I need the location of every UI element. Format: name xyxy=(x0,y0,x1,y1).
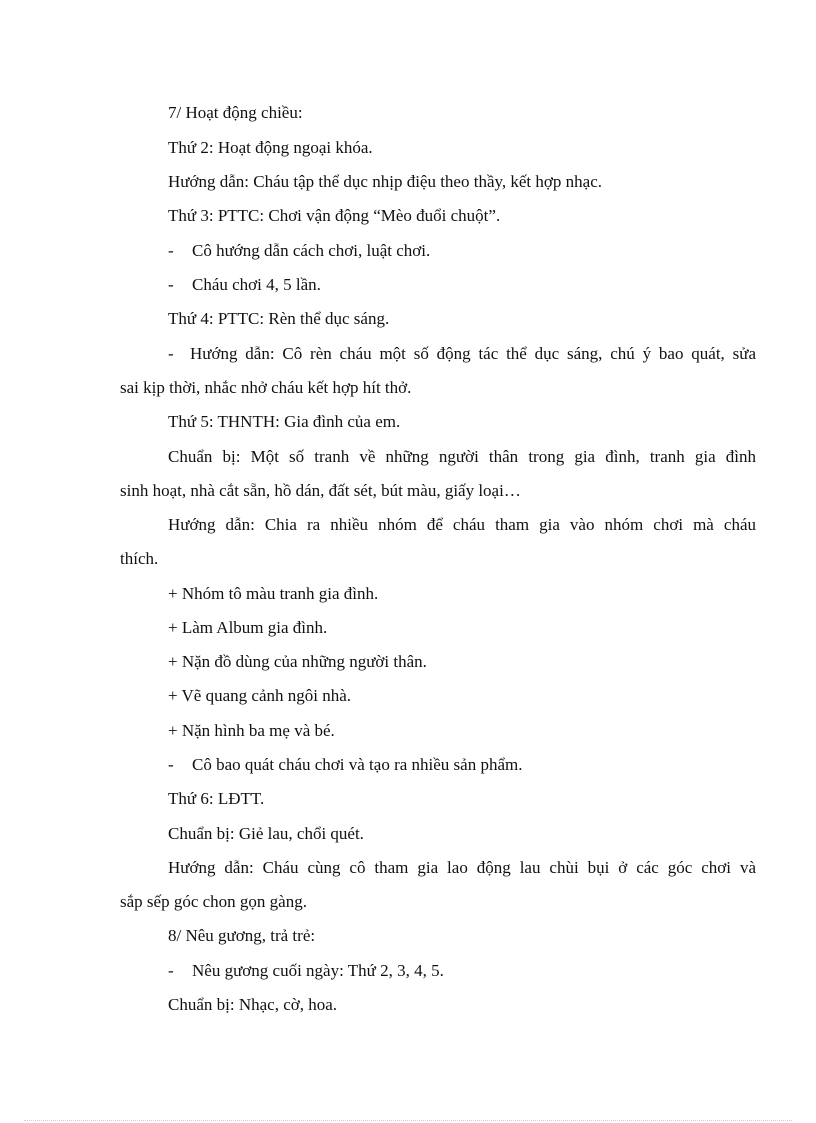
paragraph-line: sai kịp thời, nhắc nhở cháu kết hợp hít thở. xyxy=(120,378,412,397)
plus-item: + Nặn hình ba mẹ và bé. xyxy=(168,721,335,740)
paragraph-line: Hướng dẫn: Cháu tập thể dục nhịp điệu theo thầy, kết hợp nhạc. xyxy=(168,172,602,191)
bullet-text: Cô hướng dẫn cách chơi, luật chơi. xyxy=(192,241,431,260)
page-bottom-rule xyxy=(24,1120,792,1121)
plus-item: + Nặn đồ dùng của những người thân. xyxy=(168,652,427,671)
bullet-dash: - xyxy=(168,241,174,260)
paragraph-line: sinh hoạt, nhà cắt sẵn, hồ dán, đất sét, bút màu, giấy loại… xyxy=(120,481,521,500)
section-heading-praise: 8/ Nêu gương, trả trẻ: xyxy=(168,926,316,945)
bullet-dash: - xyxy=(168,961,174,980)
bullet-text: Cô bao quát cháu chơi và tạo ra nhiều sản phẩm. xyxy=(192,755,523,774)
plus-item: + Nhóm tô màu tranh gia đình. xyxy=(168,584,379,603)
paragraph-line: Hướng dẫn: Cháu cùng cô tham gia lao động lau chùi bụi ở các góc chơi và xyxy=(168,858,756,877)
paragraph-line: Chuẩn bị: Nhạc, cờ, hoa. xyxy=(168,995,338,1014)
paragraph-line: Chuẩn bị: Một số tranh về những người thân trong gia đình, tranh gia đình xyxy=(168,447,756,466)
paragraph-line: Chuẩn bị: Giẻ lau, chổi quét. xyxy=(168,824,364,843)
bullet-text: Nêu gương cuối ngày: Thứ 2, 3, 4, 5. xyxy=(192,961,444,980)
paragraph-line: Thứ 2: Hoạt động ngoại khóa. xyxy=(168,138,373,157)
paragraph-line: Thứ 4: PTTC: Rèn thể dục sáng. xyxy=(168,309,390,328)
paragraph-line: Thứ 3: PTTC: Chơi vận động “Mèo đuổi chuột”. xyxy=(168,206,501,225)
bullet-text: Cháu chơi 4, 5 lần. xyxy=(192,275,321,294)
bullet-dash: - xyxy=(168,755,174,774)
paragraph-line: sắp sếp góc chon gọn gàng. xyxy=(120,892,307,911)
paragraph-line: Thứ 6: LĐTT. xyxy=(168,789,265,808)
section-heading-afternoon: 7/ Hoạt động chiều: xyxy=(168,103,303,122)
bullet-text: Hướng dẫn: Cô rèn cháu một số động tác thể dục sáng, chú ý bao quát, sửa xyxy=(190,344,756,363)
plus-item: + Vẽ quang cảnh ngôi nhà. xyxy=(168,686,352,705)
bullet-dash: - xyxy=(168,344,174,363)
plus-item: + Làm Album gia đình. xyxy=(168,618,328,637)
paragraph-line: Thứ 5: THNTH: Gia đình của em. xyxy=(168,412,401,431)
bullet-dash: - xyxy=(168,275,174,294)
paragraph-line: thích. xyxy=(120,549,159,568)
paragraph-line: Hướng dẫn: Chia ra nhiều nhóm để cháu tham gia vào nhóm chơi mà cháu xyxy=(168,515,756,534)
